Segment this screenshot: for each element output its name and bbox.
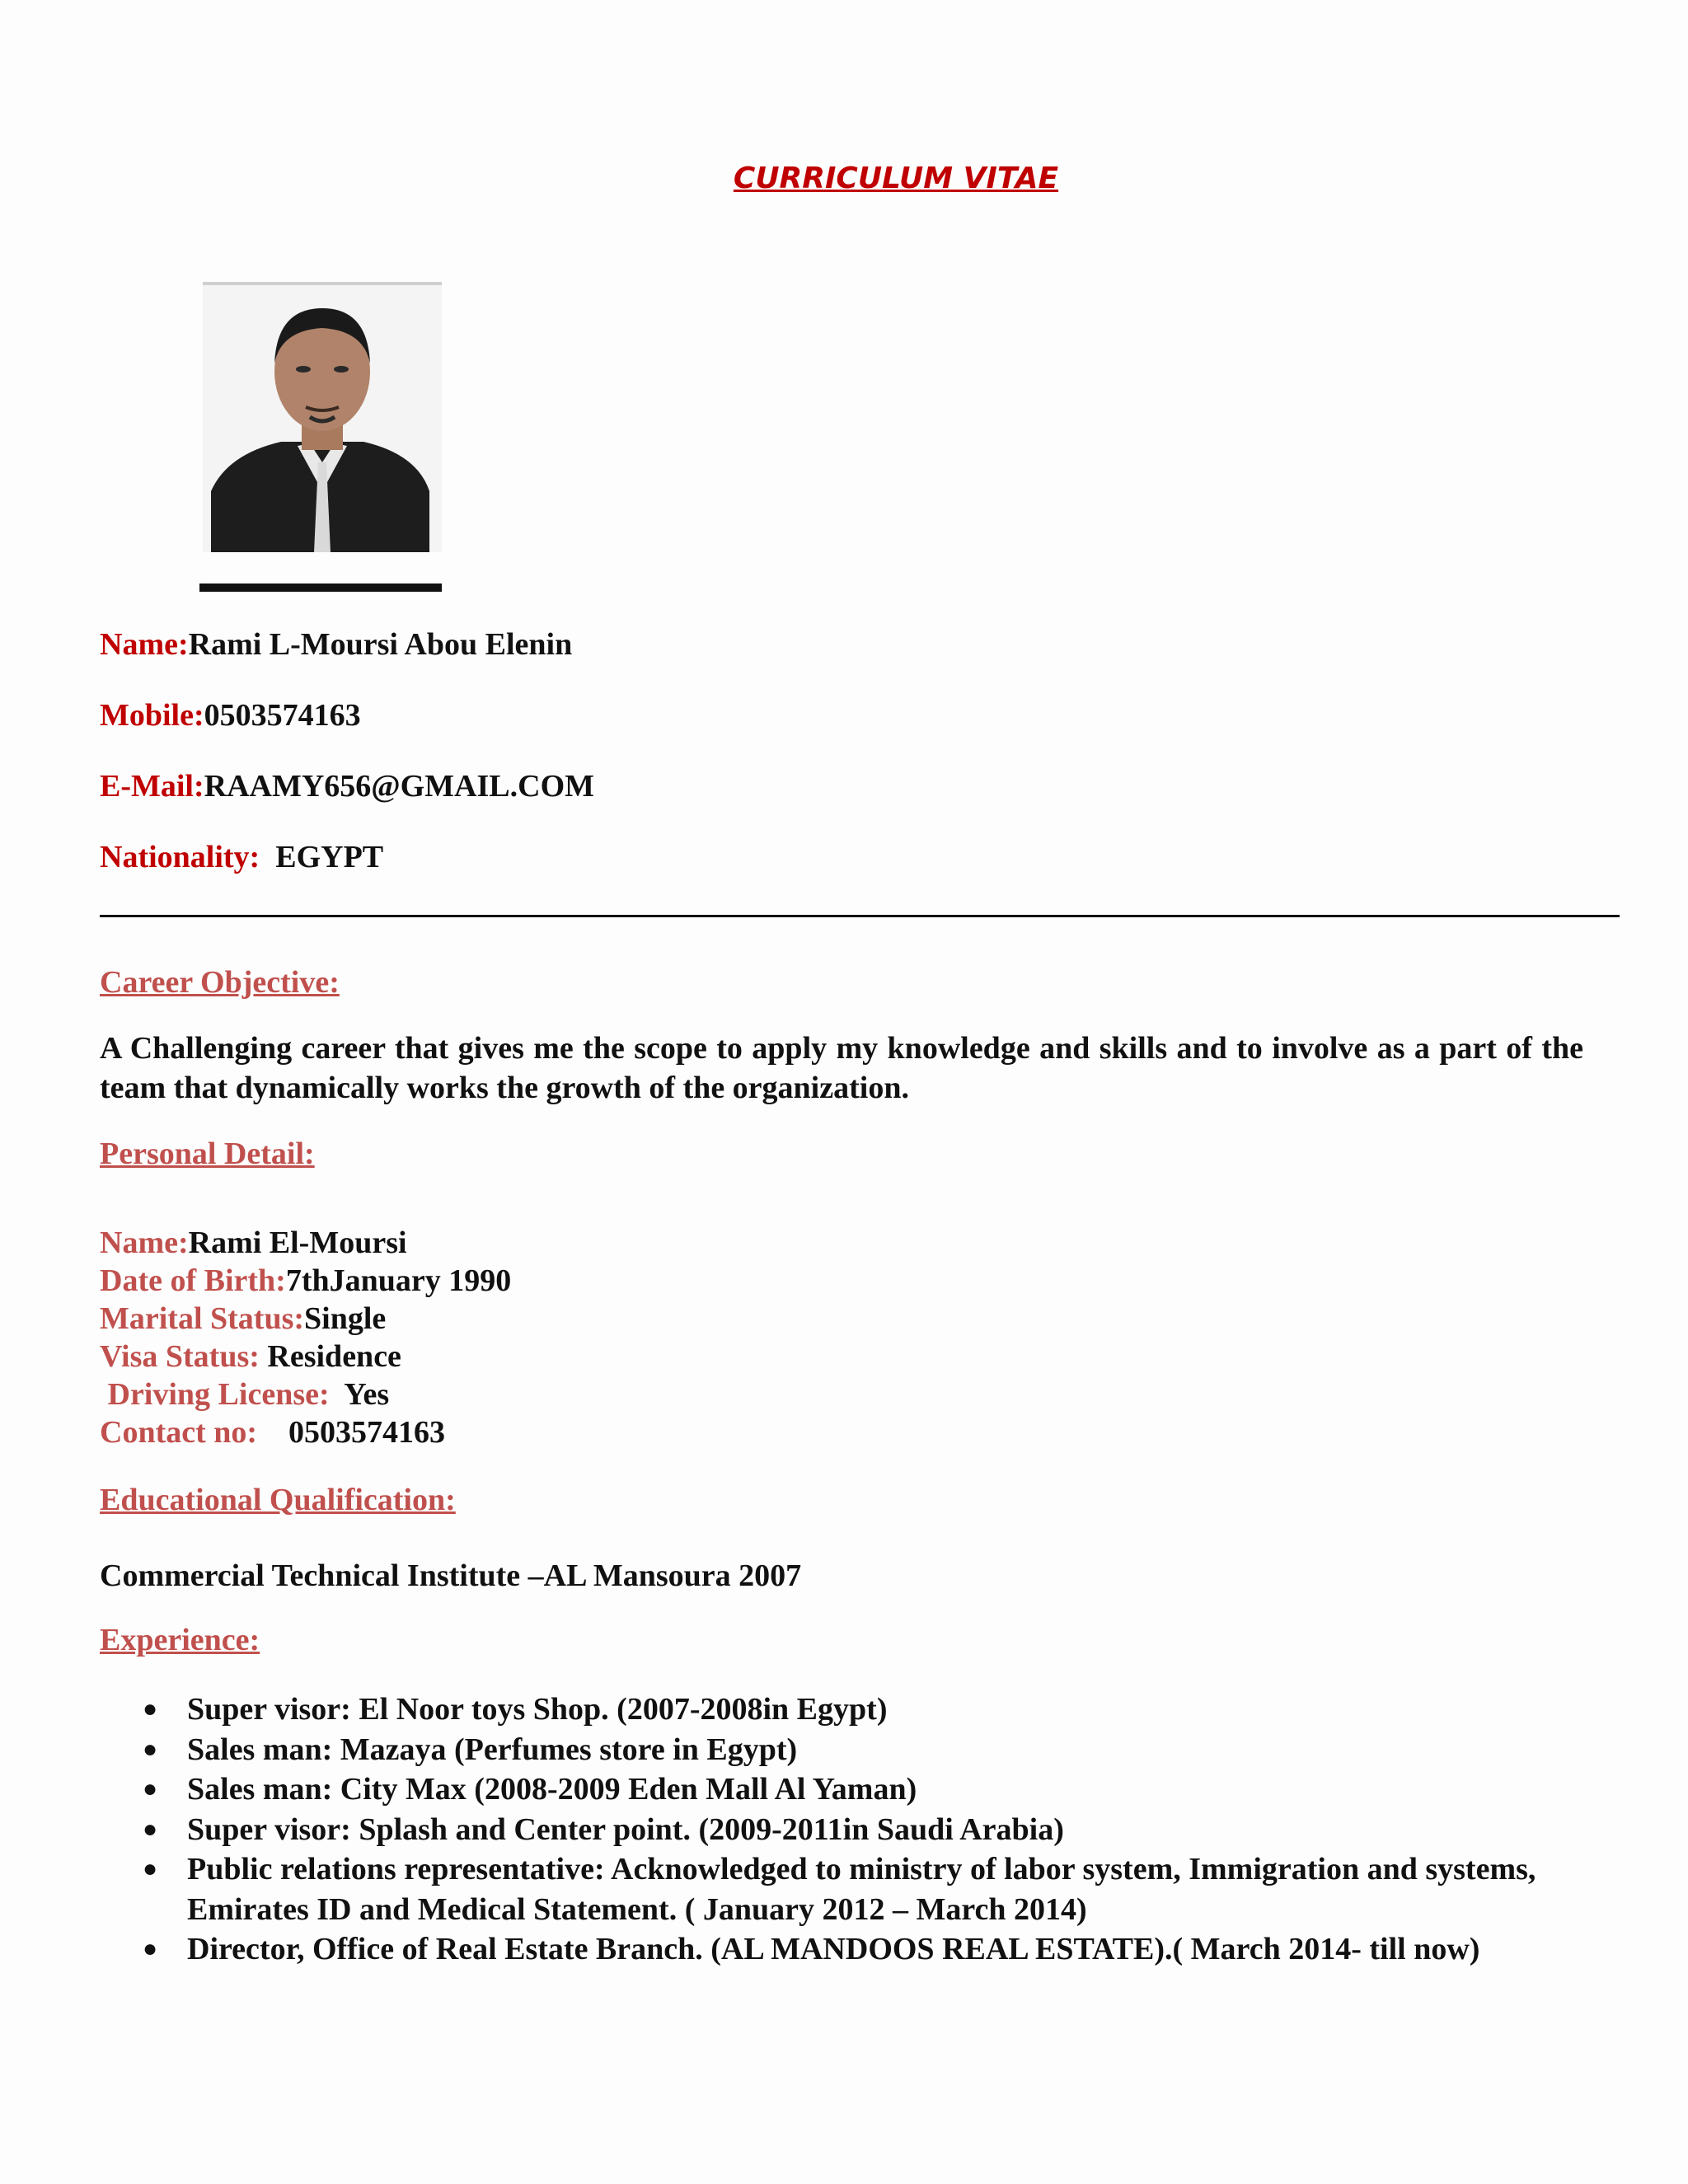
experience-item-text: Director, Office of Real Estate Branch. (AL MANDOOS REAL ESTATE).( March 2014- till now) [187,1932,1480,1966]
experience-item-text: Sales man: Mazaya (Perfumes store in Egypt) [187,1732,798,1767]
list-item [100,1690,1583,1730]
detail-name-label: Name: [100,1226,189,1260]
contact-nationality-label: Nationality: [100,840,260,874]
detail-contact-label: Contact no: [100,1415,258,1450]
list-item [100,1730,1583,1770]
detail-driving-value: Yes [344,1377,390,1412]
contact-mobile-value: 0503574163 [204,698,361,733]
experience-item-text: Public relations representative: Acknowledged to ministry of labor system, Immigration and systems, Emirates ID and Medical Statement. ( January 2012 – March 2014) [187,1852,1536,1927]
list-item [100,1769,1583,1810]
detail-visa-label: Visa Status: [100,1339,260,1374]
career-objective-heading: Career Objective: [100,965,340,1000]
list-item [100,1929,1583,1970]
bullet-icon: ● [143,1735,158,1763]
contact-nationality [100,839,383,875]
contact-email-value: RAAMY656@GMAIL.COM [204,769,594,804]
experience-item-text: Super visor: El Noor toys Shop. (2007-2008in Egypt) [187,1692,888,1727]
contact-mobile-label: Mobile: [100,698,204,733]
contact-email-label: E-Mail: [100,769,204,804]
personal-detail-heading: Personal Detail: [100,1137,315,1171]
career-objective-text: A Challenging career that gives me the scope to apply my knowledge and skills and to involve as a part of the team that dynamically works the growth of the organization. [100,1031,1583,1105]
contact-name [100,626,572,663]
bullet-icon: ● [143,1695,158,1722]
document-title: CURRICULUM VITAE [733,162,1059,195]
detail-dob-value: 7thJanuary 1990 [285,1263,512,1298]
bullet-icon: ● [143,1775,158,1802]
section-divider [100,915,1620,917]
experience-item-text: Super visor: Splash and Center point. (2009-2011in Saudi Arabia) [187,1811,1064,1847]
list-item [100,1810,1583,1850]
profile-photo-image [203,285,442,552]
detail-driving [100,1376,389,1413]
list-item [100,1849,1583,1929]
bullet-icon: ● [143,1815,158,1843]
detail-contact [100,1414,445,1451]
contact-name-value: Rami L-Moursi Abou Elenin [188,627,573,662]
detail-driving-label: Driving License: [107,1377,330,1412]
detail-name [100,1225,407,1261]
contact-email [100,768,594,804]
contact-name-label: Name: [100,627,189,662]
detail-dob-label: Date of Birth: [100,1263,286,1298]
detail-marital [100,1301,386,1337]
experience-list [100,1690,1583,1970]
profile-photo [203,282,442,552]
detail-visa-value: Residence [267,1339,401,1374]
contact-mobile [100,697,361,733]
detail-name-value: Rami El-Moursi [188,1226,407,1260]
experience-item-text: Sales man: City Max (2008-2009 Eden Mall Al Yaman) [187,1772,917,1807]
bullet-icon: ● [143,1935,158,1962]
detail-visa [100,1338,401,1375]
experience-heading: Experience: [100,1623,260,1657]
education-text: Commercial Technical Institute –AL Mansoura 2007 [100,1558,802,1593]
bullet-icon: ● [143,1855,158,1882]
detail-dob [100,1263,511,1299]
detail-contact-value: 0503574163 [288,1415,446,1450]
detail-marital-value: Single [304,1301,387,1336]
education-heading: Educational Qualification: [100,1483,456,1517]
detail-marital-label: Marital Status: [100,1301,305,1336]
contact-nationality-value: EGYPT [275,840,384,874]
photo-underline [199,583,442,592]
